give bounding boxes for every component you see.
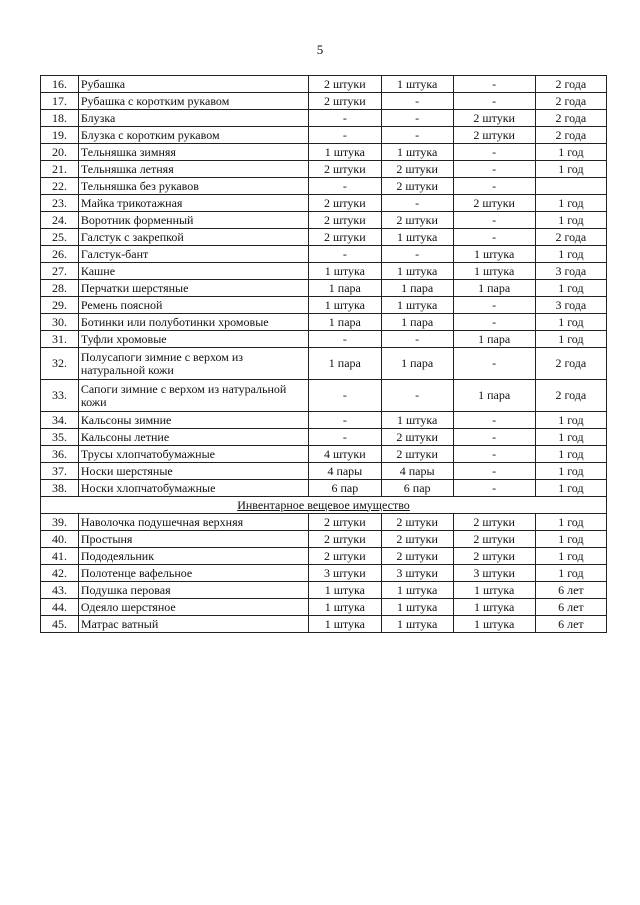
quantity-col-2: 2 штуки — [381, 548, 453, 565]
quantity-col-3: 2 штуки — [453, 514, 535, 531]
quantity-col-1: - — [308, 246, 381, 263]
personal-items-group — [41, 76, 607, 497]
quantity-col-3: - — [453, 412, 535, 429]
quantity-col-2: - — [381, 127, 453, 144]
quantity-col-1: 2 штуки — [308, 229, 381, 246]
quantity-col-1: 1 штука — [308, 144, 381, 161]
quantity-col-2: 1 пара — [381, 348, 453, 380]
quantity-col-1: - — [308, 127, 381, 144]
row-number: 19. — [41, 127, 79, 144]
quantity-col-1: - — [308, 380, 381, 412]
item-name: Кальсоны летние — [78, 429, 308, 446]
quantity-col-3: - — [453, 93, 535, 110]
section-header-group — [41, 497, 607, 514]
row-number: 22. — [41, 178, 79, 195]
table-row — [41, 93, 607, 110]
item-name: Галстук-бант — [78, 246, 308, 263]
row-number: 27. — [41, 263, 79, 280]
wear-period: 2 года — [535, 380, 606, 412]
item-name: Майка трикотажная — [78, 195, 308, 212]
quantity-col-3: - — [453, 297, 535, 314]
row-number: 44. — [41, 599, 79, 616]
item-name: Рубашка с коротким рукавом — [78, 93, 308, 110]
quantity-col-1: 1 штука — [308, 582, 381, 599]
quantity-col-1: 2 штуки — [308, 195, 381, 212]
table-row — [41, 531, 607, 548]
quantity-col-1: - — [308, 412, 381, 429]
wear-period: 1 год — [535, 314, 606, 331]
quantity-col-3: - — [453, 76, 535, 93]
table-row — [41, 463, 607, 480]
item-name: Наволочка подушечная верхняя — [78, 514, 308, 531]
wear-period: 1 год — [535, 195, 606, 212]
item-name: Туфли хромовые — [78, 331, 308, 348]
quantity-col-3: 2 штуки — [453, 195, 535, 212]
table-row — [41, 582, 607, 599]
quantity-col-2: - — [381, 331, 453, 348]
table-row — [41, 127, 607, 144]
quantity-col-3: - — [453, 480, 535, 497]
wear-period: 1 год — [535, 429, 606, 446]
wear-period: 1 год — [535, 531, 606, 548]
row-number: 20. — [41, 144, 79, 161]
wear-period — [535, 178, 606, 195]
inventory-items-group — [41, 514, 607, 633]
quantity-col-3: 2 штуки — [453, 110, 535, 127]
quantity-col-3: 1 пара — [453, 331, 535, 348]
row-number: 45. — [41, 616, 79, 633]
wear-period: 1 год — [535, 144, 606, 161]
row-number: 43. — [41, 582, 79, 599]
quantity-col-3: 2 штуки — [453, 531, 535, 548]
quantity-col-2: 2 штуки — [381, 514, 453, 531]
item-name: Одеяло шерстяное — [78, 599, 308, 616]
quantity-col-1: 4 штуки — [308, 446, 381, 463]
table-row — [41, 178, 607, 195]
row-number: 42. — [41, 565, 79, 582]
item-name: Матрас ватный — [78, 616, 308, 633]
quantity-col-1: - — [308, 110, 381, 127]
quantity-col-2: 2 штуки — [381, 531, 453, 548]
quantity-col-3: 1 штука — [453, 263, 535, 280]
quantity-col-1: 2 штуки — [308, 548, 381, 565]
row-number: 33. — [41, 380, 79, 412]
quantity-col-2: 1 штука — [381, 599, 453, 616]
row-number: 30. — [41, 314, 79, 331]
wear-period: 2 года — [535, 127, 606, 144]
item-name: Рубашка — [78, 76, 308, 93]
quantity-col-1: 6 пар — [308, 480, 381, 497]
quantity-col-1: 2 штуки — [308, 93, 381, 110]
item-name: Трусы хлопчатобумажные — [78, 446, 308, 463]
item-name: Перчатки шерстяные — [78, 280, 308, 297]
wear-period: 1 год — [535, 480, 606, 497]
wear-period: 1 год — [535, 161, 606, 178]
table-row — [41, 429, 607, 446]
item-name: Воротник форменный — [78, 212, 308, 229]
quantity-col-2: - — [381, 93, 453, 110]
quantity-col-3: - — [453, 429, 535, 446]
row-number: 23. — [41, 195, 79, 212]
quantity-col-2: 1 пара — [381, 314, 453, 331]
quantity-col-2: 2 штуки — [381, 429, 453, 446]
item-name: Кальсоны зимние — [78, 412, 308, 429]
table-row — [41, 331, 607, 348]
quantity-col-3: - — [453, 229, 535, 246]
table-row — [41, 314, 607, 331]
quantity-col-3: 1 штука — [453, 246, 535, 263]
quantity-col-2: 1 штука — [381, 412, 453, 429]
wear-period: 1 год — [535, 565, 606, 582]
quantity-col-2: - — [381, 246, 453, 263]
item-name: Ремень поясной — [78, 297, 308, 314]
quantity-col-3: 3 штуки — [453, 565, 535, 582]
quantity-col-3: - — [453, 178, 535, 195]
table-row — [41, 195, 607, 212]
quantity-col-2: 2 штуки — [381, 212, 453, 229]
quantity-col-3: 2 штуки — [453, 127, 535, 144]
quantity-col-2: - — [381, 195, 453, 212]
quantity-col-1: - — [308, 331, 381, 348]
row-number: 38. — [41, 480, 79, 497]
item-name: Блузка — [78, 110, 308, 127]
quantity-col-3: 1 пара — [453, 280, 535, 297]
quantity-col-3: 1 штука — [453, 582, 535, 599]
quantity-col-1: 1 штука — [308, 297, 381, 314]
table-row — [41, 446, 607, 463]
quantity-col-1: - — [308, 178, 381, 195]
quantity-col-2: 1 штука — [381, 263, 453, 280]
wear-period: 1 год — [535, 446, 606, 463]
wear-period: 1 год — [535, 514, 606, 531]
quantity-col-3: - — [453, 212, 535, 229]
table-row — [41, 263, 607, 280]
wear-period: 1 год — [535, 246, 606, 263]
quantity-col-1: 2 штуки — [308, 76, 381, 93]
wear-period: 6 лет — [535, 582, 606, 599]
quantity-col-1: 2 штуки — [308, 531, 381, 548]
quantity-col-1: 1 штука — [308, 599, 381, 616]
quantity-col-1: 2 штуки — [308, 212, 381, 229]
quantity-col-1: 1 пара — [308, 280, 381, 297]
table-row — [41, 514, 607, 531]
quantity-col-2: 2 штуки — [381, 178, 453, 195]
quantity-col-2: 1 штука — [381, 582, 453, 599]
quantity-col-2: 1 штука — [381, 76, 453, 93]
table-row — [41, 280, 607, 297]
row-number: 31. — [41, 331, 79, 348]
table-row — [41, 599, 607, 616]
row-number: 37. — [41, 463, 79, 480]
quantity-col-3: - — [453, 161, 535, 178]
item-name: Тельняшка зимняя — [78, 144, 308, 161]
quantity-col-2: 1 пара — [381, 280, 453, 297]
item-name: Полотенце вафельное — [78, 565, 308, 582]
quantity-col-3: 1 пара — [453, 380, 535, 412]
quantity-col-3: - — [453, 446, 535, 463]
row-number: 24. — [41, 212, 79, 229]
quantity-col-1: 2 штуки — [308, 514, 381, 531]
wear-period: 1 год — [535, 280, 606, 297]
table-row — [41, 348, 607, 380]
quantity-col-2: - — [381, 380, 453, 412]
wear-period: 1 год — [535, 463, 606, 480]
wear-period: 2 года — [535, 76, 606, 93]
item-name: Тельняшка без рукавов — [78, 178, 308, 195]
table-row — [41, 212, 607, 229]
quantity-col-1: 3 штуки — [308, 565, 381, 582]
quantity-col-2: 2 штуки — [381, 446, 453, 463]
wear-period: 1 год — [535, 212, 606, 229]
quantity-col-2: - — [381, 110, 453, 127]
table-row — [41, 616, 607, 633]
wear-period: 6 лет — [535, 616, 606, 633]
table-row — [41, 144, 607, 161]
row-number: 28. — [41, 280, 79, 297]
table-row — [41, 380, 607, 412]
table-row — [41, 110, 607, 127]
row-number: 35. — [41, 429, 79, 446]
item-name: Подушка перовая — [78, 582, 308, 599]
wear-period: 2 года — [535, 110, 606, 127]
item-name: Галстук с закрепкой — [78, 229, 308, 246]
item-name: Носки шерстяные — [78, 463, 308, 480]
wear-period: 1 год — [535, 412, 606, 429]
quantity-col-2: 1 штука — [381, 144, 453, 161]
table-row — [41, 161, 607, 178]
quantity-col-2: 1 штука — [381, 229, 453, 246]
item-name: Пододеяльник — [78, 548, 308, 565]
wear-period: 1 год — [535, 548, 606, 565]
quantity-col-3: - — [453, 463, 535, 480]
row-number: 21. — [41, 161, 79, 178]
row-number: 36. — [41, 446, 79, 463]
quantity-col-2: 1 штука — [381, 616, 453, 633]
page-number: 5 — [316, 42, 324, 57]
row-number: 18. — [41, 110, 79, 127]
wear-period: 6 лет — [535, 599, 606, 616]
quantity-col-1: - — [308, 429, 381, 446]
table-row — [41, 412, 607, 429]
section-header-row — [41, 497, 607, 514]
row-number: 32. — [41, 348, 79, 380]
item-name: Сапоги зимние с верхом из натуральной кожи — [78, 380, 308, 412]
wear-period: 3 года — [535, 263, 606, 280]
quantity-col-2: 4 пары — [381, 463, 453, 480]
quantity-col-2: 6 пар — [381, 480, 453, 497]
wear-period: 1 год — [535, 331, 606, 348]
item-name: Тельняшка летняя — [78, 161, 308, 178]
item-name: Блузка с коротким рукавом — [78, 127, 308, 144]
wear-period: 2 года — [535, 229, 606, 246]
quantity-col-1: 1 штука — [308, 263, 381, 280]
quantity-col-1: 1 пара — [308, 348, 381, 380]
quantity-col-3: - — [453, 348, 535, 380]
item-name: Простыня — [78, 531, 308, 548]
quantity-col-2: 3 штуки — [381, 565, 453, 582]
quantity-col-3: - — [453, 314, 535, 331]
row-number: 17. — [41, 93, 79, 110]
clothing-allowance-table — [40, 75, 607, 633]
table-row — [41, 480, 607, 497]
table-row — [41, 297, 607, 314]
item-name: Ботинки или полуботинки хромовые — [78, 314, 308, 331]
quantity-col-1: 2 штуки — [308, 161, 381, 178]
item-name: Полусапоги зимние с верхом из натуральной кожи — [78, 348, 308, 380]
row-number: 26. — [41, 246, 79, 263]
table-row — [41, 246, 607, 263]
quantity-col-3: 1 штука — [453, 616, 535, 633]
quantity-col-1: 1 пара — [308, 314, 381, 331]
quantity-col-2: 1 штука — [381, 297, 453, 314]
table-row — [41, 76, 607, 93]
wear-period: 3 года — [535, 297, 606, 314]
table-row — [41, 229, 607, 246]
section-title: Инвентарное вещевое имущество — [41, 497, 607, 514]
table-row — [41, 565, 607, 582]
item-name: Кашне — [78, 263, 308, 280]
row-number: 29. — [41, 297, 79, 314]
row-number: 40. — [41, 531, 79, 548]
item-name: Носки хлопчатобумажные — [78, 480, 308, 497]
row-number: 41. — [41, 548, 79, 565]
quantity-col-3: - — [453, 144, 535, 161]
row-number: 34. — [41, 412, 79, 429]
quantity-col-3: 1 штука — [453, 599, 535, 616]
table-row — [41, 548, 607, 565]
quantity-col-1: 4 пары — [308, 463, 381, 480]
row-number: 39. — [41, 514, 79, 531]
quantity-col-2: 2 штуки — [381, 161, 453, 178]
quantity-col-3: 2 штуки — [453, 548, 535, 565]
quantity-col-1: 1 штука — [308, 616, 381, 633]
row-number: 25. — [41, 229, 79, 246]
row-number: 16. — [41, 76, 79, 93]
wear-period: 2 года — [535, 348, 606, 380]
wear-period: 2 года — [535, 93, 606, 110]
